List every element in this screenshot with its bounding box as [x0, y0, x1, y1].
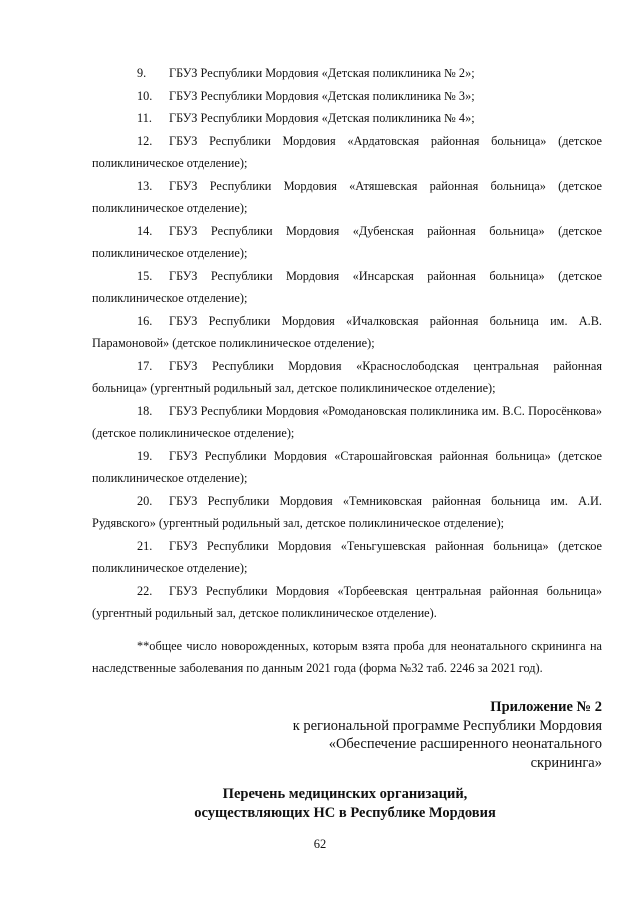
- item-number: 21.: [137, 538, 153, 553]
- item-text: ГБУЗ Республики Мордовия «Дубенская районная больница» (детское поликлиническое отделение);: [92, 223, 602, 260]
- item-text: ГБУЗ Республики Мордовия «Атяшевская районная больница» (детское поликлиническое отделение);: [92, 178, 602, 215]
- list-item: [92, 535, 602, 580]
- item-number: 20.: [137, 493, 153, 508]
- item-text: ГБУЗ Республики Мордовия «Детская поликлиника № 3»;: [169, 88, 475, 103]
- page-number: 62: [313, 837, 327, 851]
- item-text: ГБУЗ Республики Мордовия «Ичалковская районная больница им. А.В. Парамоновой» (детское поликлиническое отделение);: [92, 313, 602, 350]
- item-number: 11.: [137, 111, 152, 125]
- list-item: [92, 490, 602, 535]
- item-number: 13.: [137, 178, 153, 193]
- list-item: [92, 220, 602, 265]
- footnote-text: **общее число новорожденных, которым взята проба для неонатального скрининга на наследственные заболевания по данным 2021 года (форма №32 таб. 2246 за 2021 год).: [92, 638, 602, 675]
- heading-line: Перечень медицинских организаций,: [222, 786, 468, 802]
- list-item: [92, 355, 602, 400]
- item-text: ГБУЗ Республики Мордовия «Торбеевская центральная районная больница» (ургентный родильный зал, детское поликлиническое отделение).: [92, 583, 602, 620]
- list-item: [92, 62, 602, 85]
- organization-list: [92, 62, 602, 680]
- section-heading: [90, 785, 600, 823]
- item-number: 10.: [137, 88, 153, 103]
- item-number: 12.: [137, 133, 153, 148]
- list-item: [92, 445, 602, 490]
- list-item: [92, 107, 602, 130]
- appendix-line: скрининга»: [530, 754, 602, 771]
- list-item: [92, 310, 602, 355]
- footnote: [92, 635, 602, 680]
- heading-line: осуществляющих НС в Республике Мордовия: [194, 805, 496, 821]
- list-item: [92, 400, 602, 445]
- item-text: ГБУЗ Республики Мордовия «Теньгушевская районная больница» (детское поликлиническое отделение);: [92, 538, 602, 575]
- list-item: [92, 85, 602, 108]
- item-text: ГБУЗ Республики Мордовия «Ардатовская районная больница» (детское поликлиническое отделение);: [92, 133, 602, 170]
- item-text: ГБУЗ Республики Мордовия «Инсарская районная больница» (детское поликлиническое отделение);: [92, 268, 602, 305]
- appendix-title: Приложение № 2: [490, 699, 602, 715]
- appendix-block: [202, 698, 602, 772]
- item-text: ГБУЗ Республики Мордовия «Старошайговская районная больница» (детское поликлиническое отделение);: [92, 448, 602, 485]
- list-item: [92, 265, 602, 310]
- item-number: 19.: [137, 448, 153, 463]
- item-number: 9.: [137, 66, 147, 80]
- item-text: ГБУЗ Республики Мордовия «Детская поликлиника № 4»;: [169, 111, 475, 125]
- item-number: 15.: [137, 268, 153, 283]
- item-number: 17.: [137, 358, 153, 373]
- list-item: [92, 175, 602, 220]
- list-item: [92, 130, 602, 175]
- item-text: ГБУЗ Республики Мордовия «Темниковская районная больница им. А.И. Рудявского» (ургентный родильный зал, детское поликлиническое отделение);: [92, 493, 602, 530]
- item-number: 14.: [137, 223, 153, 238]
- item-number: 18.: [137, 403, 153, 418]
- item-text: ГБУЗ Республики Мордовия «Детская поликлиника № 2»;: [169, 66, 475, 80]
- item-number: 22.: [137, 583, 153, 598]
- list-item: [92, 580, 602, 625]
- item-number: 16.: [137, 313, 153, 328]
- appendix-line: «Обеспечение расширенного неонатального: [328, 736, 602, 752]
- item-text: ГБУЗ Республики Мордовия «Краснослободская центральная районная больница» (ургентный родильный зал, детское поликлиническое отделение);: [92, 358, 602, 395]
- appendix-line: к региональной программе Республики Мордовия: [292, 717, 602, 734]
- item-text: ГБУЗ Республики Мордовия «Ромодановская поликлиника им. В.С. Поросёнкова» (детское поликлиническое отделение);: [92, 403, 602, 440]
